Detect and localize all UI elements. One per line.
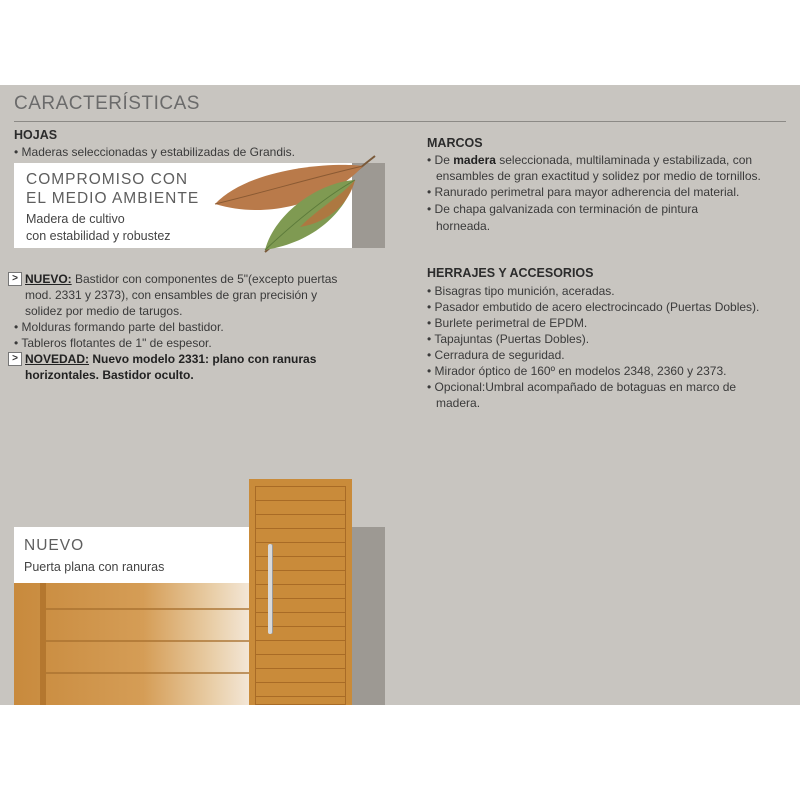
door-groove — [256, 542, 346, 543]
marcos-m1-post: seleccionada, multilaminada y estabilizada, con — [495, 153, 753, 167]
herrajes-item: • Bisagras tipo munición, aceradas. — [427, 284, 615, 298]
marcos-item-2: • Ranurado perimetral para mayor adherencia del material. — [427, 185, 740, 199]
eco-title-2: EL MEDIO AMBIENTE — [26, 190, 200, 207]
door-groove — [256, 682, 346, 683]
herrajes-item: • Mirador óptico de 160º en modelos 2348, 2360 y 2373. — [427, 364, 727, 378]
marcos-m1-bold: madera — [453, 153, 496, 167]
herrajes-item-last-line2: madera. — [436, 396, 481, 410]
door-groove — [256, 528, 346, 529]
page-title: CARACTERÍSTICAS — [14, 93, 200, 114]
panel-frame — [40, 583, 46, 705]
eco-sub-2: con estabilidad y robustez — [26, 229, 171, 243]
hojas-item-molduras: • Molduras formando parte del bastidor. — [14, 320, 224, 334]
herrajes-item: • Cerradura de seguridad. — [427, 348, 565, 362]
hojas-item-tableros: • Tableros flotantes de 1" de espesor. — [14, 336, 212, 350]
nuevo-title: NUEVO — [24, 537, 85, 554]
door-groove — [256, 654, 346, 655]
marcos-heading: MARCOS — [427, 136, 483, 150]
hojas-novedad-line2: horizontales. Bastidor oculto. — [25, 368, 194, 382]
arrow-icon: > — [8, 272, 22, 286]
door-groove — [256, 640, 346, 641]
nuevo-text-1: Bastidor con componentes de 5"(excepto puertas — [71, 272, 338, 286]
hojas-nuevo-line2: mod. 2331 y 2373), con ensambles de gran precisión y — [25, 288, 318, 302]
marcos-item-1-line2: ensambles de gran exactitud y solidez por medio de tornillos. — [436, 169, 761, 183]
marcos-item-1 — [427, 152, 752, 168]
hojas-novedad-line1 — [25, 351, 316, 367]
panel-groove — [46, 672, 249, 674]
panel-groove — [46, 608, 249, 610]
door-groove — [256, 514, 346, 515]
hojas-nuevo-line1 — [25, 271, 337, 287]
door-groove — [256, 668, 346, 669]
herrajes-item: • Burlete perimetral de EPDM. — [427, 316, 588, 330]
novedad-text-1: Nuevo modelo 2331: plano con ranuras — [89, 352, 317, 366]
leaves-image — [205, 152, 380, 257]
hojas-nuevo-line3: solidez por medio de tarugos. — [25, 304, 183, 318]
title-divider — [14, 121, 786, 122]
nuevo-box-accent — [352, 527, 385, 705]
hojas-heading: HOJAS — [14, 128, 58, 142]
hojas-item-maderas: • Maderas seleccionadas y estabilizadas de Grandis. — [14, 145, 296, 159]
herrajes-item: • Pasador embutido de acero electrocincado (Puertas Dobles). — [427, 300, 760, 314]
marcos-m1-pre: • De — [427, 153, 454, 167]
eco-title-1: COMPROMISO CON — [26, 171, 189, 188]
arrow-icon: > — [8, 352, 22, 366]
nuevo-subtitle: Puerta plana con ranuras — [24, 560, 165, 574]
herrajes-item: • Opcional:Umbral acompañado de botaguas en marco de — [427, 380, 737, 394]
novedad-label: NOVEDAD: — [25, 352, 90, 366]
herrajes-item: • Tapajuntas (Puertas Dobles). — [427, 332, 590, 346]
door-closeup-image — [14, 583, 249, 705]
marcos-item-3-line2: horneada. — [436, 219, 491, 233]
door-groove — [256, 696, 346, 697]
herrajes-heading: HERRAJES Y ACCESORIOS — [427, 266, 594, 280]
nuevo-label: NUEVO: — [25, 272, 72, 286]
panel-groove — [46, 640, 249, 642]
eco-sub-1: Madera de cultivo — [26, 212, 125, 226]
marcos-item-3: • De chapa galvanizada con terminación de pintura — [427, 202, 699, 216]
door-handle — [268, 544, 272, 634]
door-groove — [256, 500, 346, 501]
